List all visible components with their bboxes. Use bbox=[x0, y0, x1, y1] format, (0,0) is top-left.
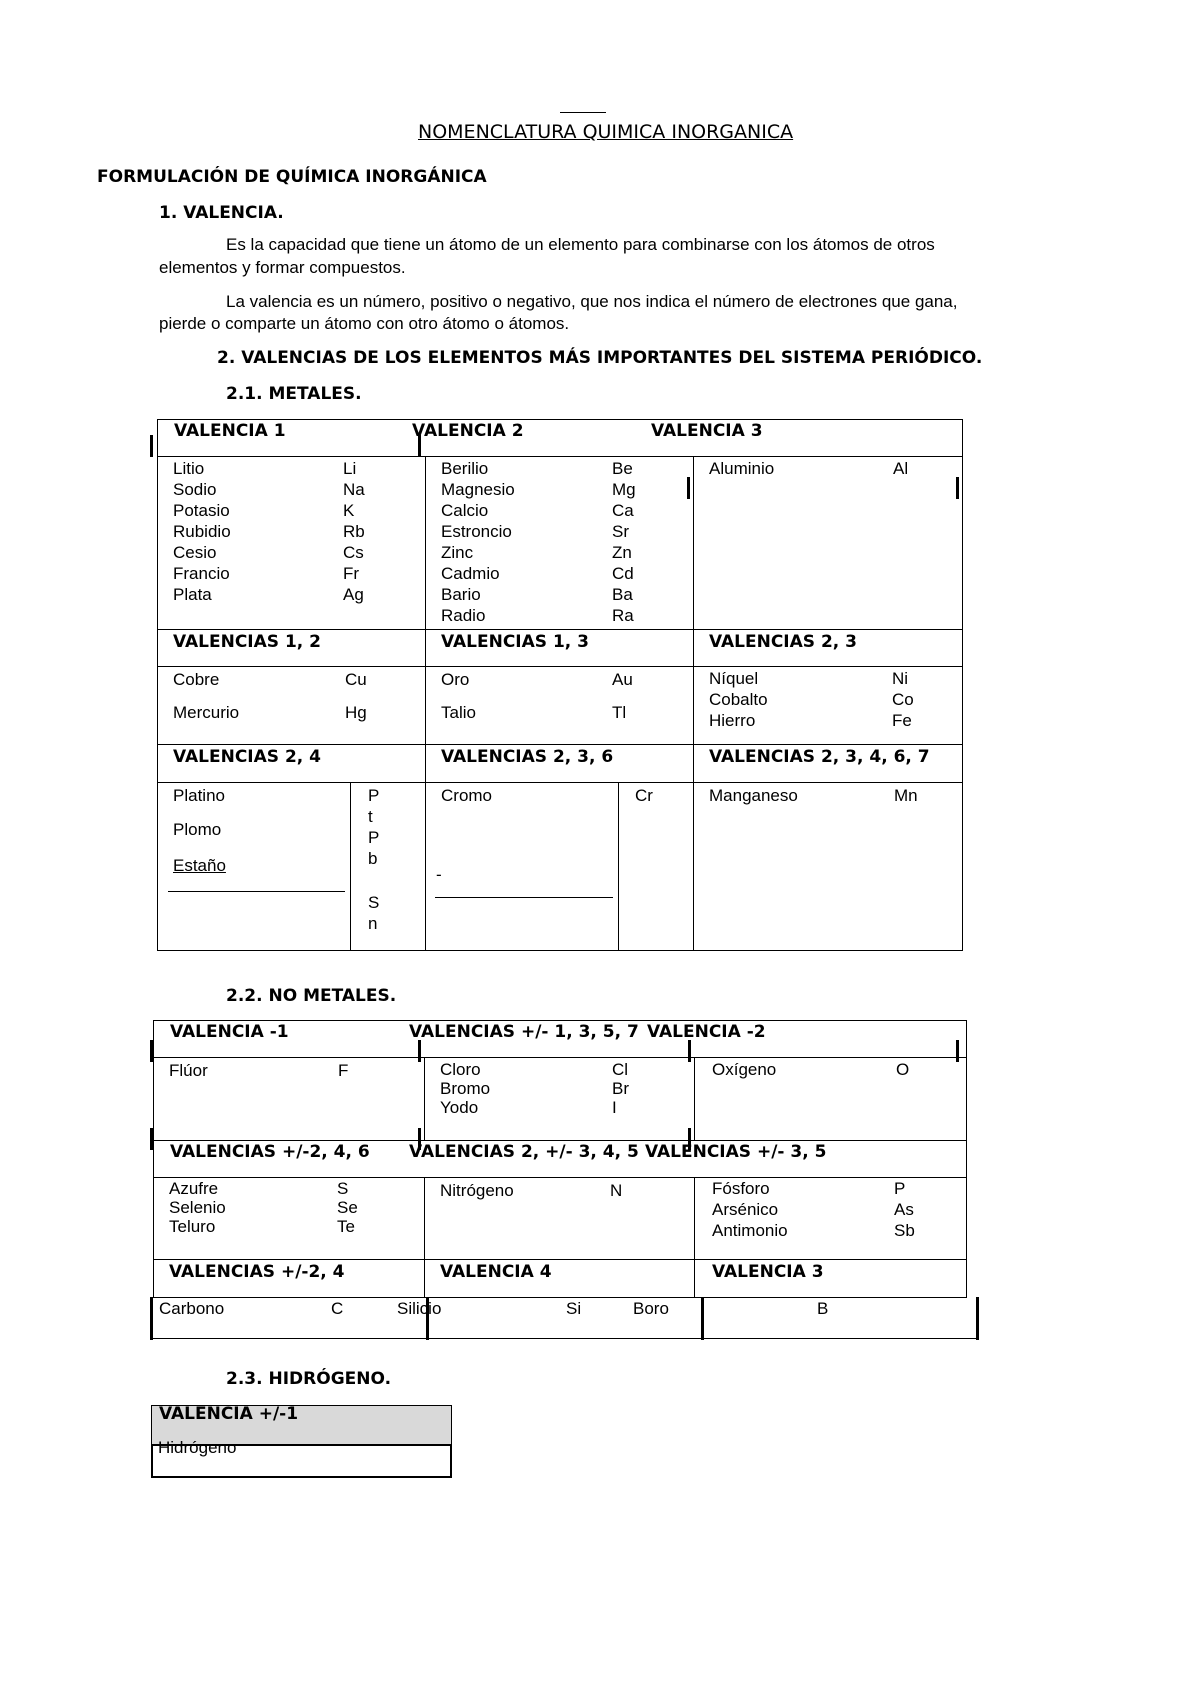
col-divider bbox=[153, 1020, 154, 1297]
col-divider bbox=[425, 629, 426, 951]
paragraph-2-line-1: La valencia es un número, positivo o negativo, que nos indica el número de electrones que gana, bbox=[226, 292, 958, 311]
header-valencias-1-3-5-7: VALENCIAS +/- 1, 3, 5, 7 bbox=[409, 1022, 639, 1042]
title-mark bbox=[560, 112, 606, 113]
row-divider bbox=[153, 1259, 967, 1260]
cell-marker bbox=[956, 477, 959, 499]
row-divider bbox=[153, 1020, 967, 1021]
col-divider bbox=[425, 456, 426, 630]
symbols-pt-pb: P t P b bbox=[368, 786, 380, 868]
underline-rule bbox=[168, 891, 345, 892]
valencia-1-elements: Litio Sodio Potasio Rubidio Cesio Francio Plata bbox=[173, 459, 231, 604]
header-valencias-2-4-nm: VALENCIAS +/-2, 4 bbox=[169, 1262, 345, 1282]
symbol-tl: Tl bbox=[612, 703, 627, 722]
header-valencias-2-3-6: VALENCIAS 2, 3, 6 bbox=[441, 747, 614, 767]
header-valencia-2: VALENCIA 2 bbox=[412, 421, 524, 441]
valencia-2-symbols: Be Mg Ca Sr Zn Cd Ba Ra bbox=[612, 459, 636, 625]
element-boro: Boro bbox=[633, 1299, 669, 1318]
underline-rule bbox=[435, 897, 613, 898]
element-cromo: Cromo bbox=[441, 786, 493, 805]
element-carbono: Carbono bbox=[159, 1299, 225, 1318]
cell-marker bbox=[701, 1297, 704, 1340]
section-2-3-heading: 2.3. HIDRÓGENO. bbox=[226, 1369, 392, 1389]
sulfur-group-symbols: S Se Te bbox=[337, 1179, 358, 1236]
element-mercurio: Mercurio bbox=[173, 703, 240, 722]
cell-marker bbox=[418, 1040, 421, 1062]
element-silicio: Silicio bbox=[397, 1299, 442, 1318]
row-divider bbox=[153, 1177, 967, 1178]
element-talio: Talio bbox=[441, 703, 476, 722]
col-divider bbox=[350, 782, 351, 951]
col-divider bbox=[693, 629, 694, 951]
element-aluminio: Aluminio bbox=[709, 459, 775, 478]
symbol-c: C bbox=[331, 1299, 344, 1318]
row-divider bbox=[157, 666, 963, 667]
header-valencias-1-3: VALENCIAS 1, 3 bbox=[441, 632, 589, 652]
col-divider bbox=[694, 1057, 695, 1140]
col-divider bbox=[693, 456, 694, 630]
paragraph-2-line-2: pierde o comparte un átomo con otro átomo o átomos. bbox=[159, 314, 570, 333]
symbol-al: Al bbox=[893, 459, 909, 478]
element-nitrogeno: Nitrógeno bbox=[440, 1181, 514, 1200]
cell-marker bbox=[976, 1297, 979, 1340]
col-divider bbox=[424, 1057, 425, 1140]
section-2-2-heading: 2.2. NO METALES. bbox=[226, 986, 397, 1006]
cell-marker bbox=[688, 1040, 691, 1062]
symbol-cu: Cu bbox=[345, 670, 367, 689]
dash-mark: - bbox=[436, 865, 442, 884]
valencias-2-3-symbols: Ni Co Fe bbox=[892, 669, 914, 730]
section-2-1-heading: 2.1. METALES. bbox=[226, 384, 362, 404]
header-valencias-2-4-6: VALENCIAS +/-2, 4, 6 bbox=[170, 1142, 370, 1162]
halogen-symbols: Cl Br I bbox=[612, 1060, 629, 1117]
col-divider bbox=[424, 1259, 425, 1297]
element-plomo: Plomo bbox=[173, 820, 222, 839]
valencias-2-3-elements: Níquel Cobalto Hierro bbox=[709, 669, 768, 730]
col-divider bbox=[694, 1259, 695, 1297]
symbol-n: N bbox=[610, 1181, 623, 1200]
element-oxigeno: Oxígeno bbox=[712, 1060, 777, 1079]
cell-marker bbox=[150, 1128, 153, 1150]
row-divider bbox=[157, 782, 963, 783]
element-hidrogeno: Hidrógeno bbox=[158, 1438, 237, 1457]
subtitle: FORMULACIÓN DE QUÍMICA INORGÁNICA bbox=[97, 167, 487, 187]
element-platino: Platino bbox=[173, 786, 225, 805]
header-valencias-2-3-4-6-7: VALENCIAS 2, 3, 4, 6, 7 bbox=[709, 747, 930, 767]
row-divider bbox=[153, 1140, 967, 1141]
element-estano: Estaño bbox=[173, 856, 226, 875]
header-valencia-pm-1: VALENCIA +/-1 bbox=[159, 1404, 299, 1424]
col-divider bbox=[424, 1177, 425, 1259]
cell-marker bbox=[150, 435, 153, 457]
header-valencia-1: VALENCIA 1 bbox=[174, 421, 286, 441]
header-valencias-2-4: VALENCIAS 2, 4 bbox=[173, 747, 321, 767]
header-valencia-3: VALENCIA 3 bbox=[651, 421, 763, 441]
header-valencia-3-nm: VALENCIA 3 bbox=[712, 1262, 824, 1282]
row-divider bbox=[157, 456, 963, 457]
row-divider bbox=[157, 744, 963, 745]
symbol-b: B bbox=[817, 1299, 829, 1318]
cell-marker bbox=[150, 1297, 153, 1340]
element-manganeso: Manganeso bbox=[709, 786, 798, 805]
row-divider bbox=[153, 1057, 967, 1058]
cell-marker bbox=[150, 1040, 153, 1062]
section-2-heading: 2. VALENCIAS DE LOS ELEMENTOS MÁS IMPORTANTES DEL SISTEMA PERIÓDICO. bbox=[217, 348, 983, 368]
symbol-mn: Mn bbox=[894, 786, 918, 805]
col-divider bbox=[694, 1177, 695, 1259]
header-valencia-neg-2: VALENCIA -2 bbox=[647, 1022, 766, 1042]
row-divider bbox=[151, 1338, 979, 1339]
symbol-au: Au bbox=[612, 670, 633, 689]
phosphorus-group-elements: Fósforo Arsénico Antimonio bbox=[712, 1179, 788, 1240]
row-divider bbox=[157, 629, 963, 630]
symbol-cr: Cr bbox=[635, 786, 653, 805]
valencia-1-symbols: Li Na K Rb Cs Fr Ag bbox=[343, 459, 365, 604]
phosphorus-group-symbols: P As Sb bbox=[894, 1179, 915, 1240]
symbol-si: Si bbox=[566, 1299, 582, 1318]
symbol-o: O bbox=[896, 1060, 910, 1079]
metales-table-border bbox=[157, 419, 963, 951]
element-cobre: Cobre bbox=[173, 670, 220, 689]
symbol-hg: Hg bbox=[345, 703, 367, 722]
section-1-heading: 1. VALENCIA. bbox=[159, 203, 284, 223]
header-valencia-4: VALENCIA 4 bbox=[440, 1262, 552, 1282]
col-divider bbox=[966, 1020, 967, 1297]
header-valencias-2-3-4-5: VALENCIAS 2, +/- 3, 4, 5 bbox=[409, 1142, 639, 1162]
header-valencias-3-5: VALENCIAS +/- 3, 5 bbox=[645, 1142, 827, 1162]
header-valencia-neg-1: VALENCIA -1 bbox=[170, 1022, 289, 1042]
element-fluor: Flúor bbox=[169, 1061, 208, 1080]
symbol-f: F bbox=[338, 1061, 349, 1080]
paragraph-1-line-2: elementos y formar compuestos. bbox=[159, 258, 406, 277]
valencia-2-elements: Berilio Magnesio Calcio Estroncio Zinc Cadmio Bario Radio bbox=[441, 459, 515, 625]
row-divider bbox=[153, 1297, 967, 1298]
element-oro: Oro bbox=[441, 670, 470, 689]
cell-marker bbox=[687, 477, 690, 499]
paragraph-1-line-1: Es la capacidad que tiene un átomo de un elemento para combinarse con los átomos de otros bbox=[226, 235, 935, 254]
header-valencias-1-2: VALENCIAS 1, 2 bbox=[173, 632, 321, 652]
col-divider bbox=[618, 782, 619, 951]
halogen-elements: Cloro Bromo Yodo bbox=[440, 1060, 491, 1117]
symbols-sn: S n bbox=[368, 893, 380, 933]
cell-marker bbox=[956, 1040, 959, 1062]
header-valencias-2-3: VALENCIAS 2, 3 bbox=[709, 632, 857, 652]
page-title: NOMENCLATURA QUIMICA INORGANICA bbox=[418, 121, 794, 143]
sulfur-group-elements: Azufre Selenio Teluro bbox=[169, 1179, 226, 1236]
